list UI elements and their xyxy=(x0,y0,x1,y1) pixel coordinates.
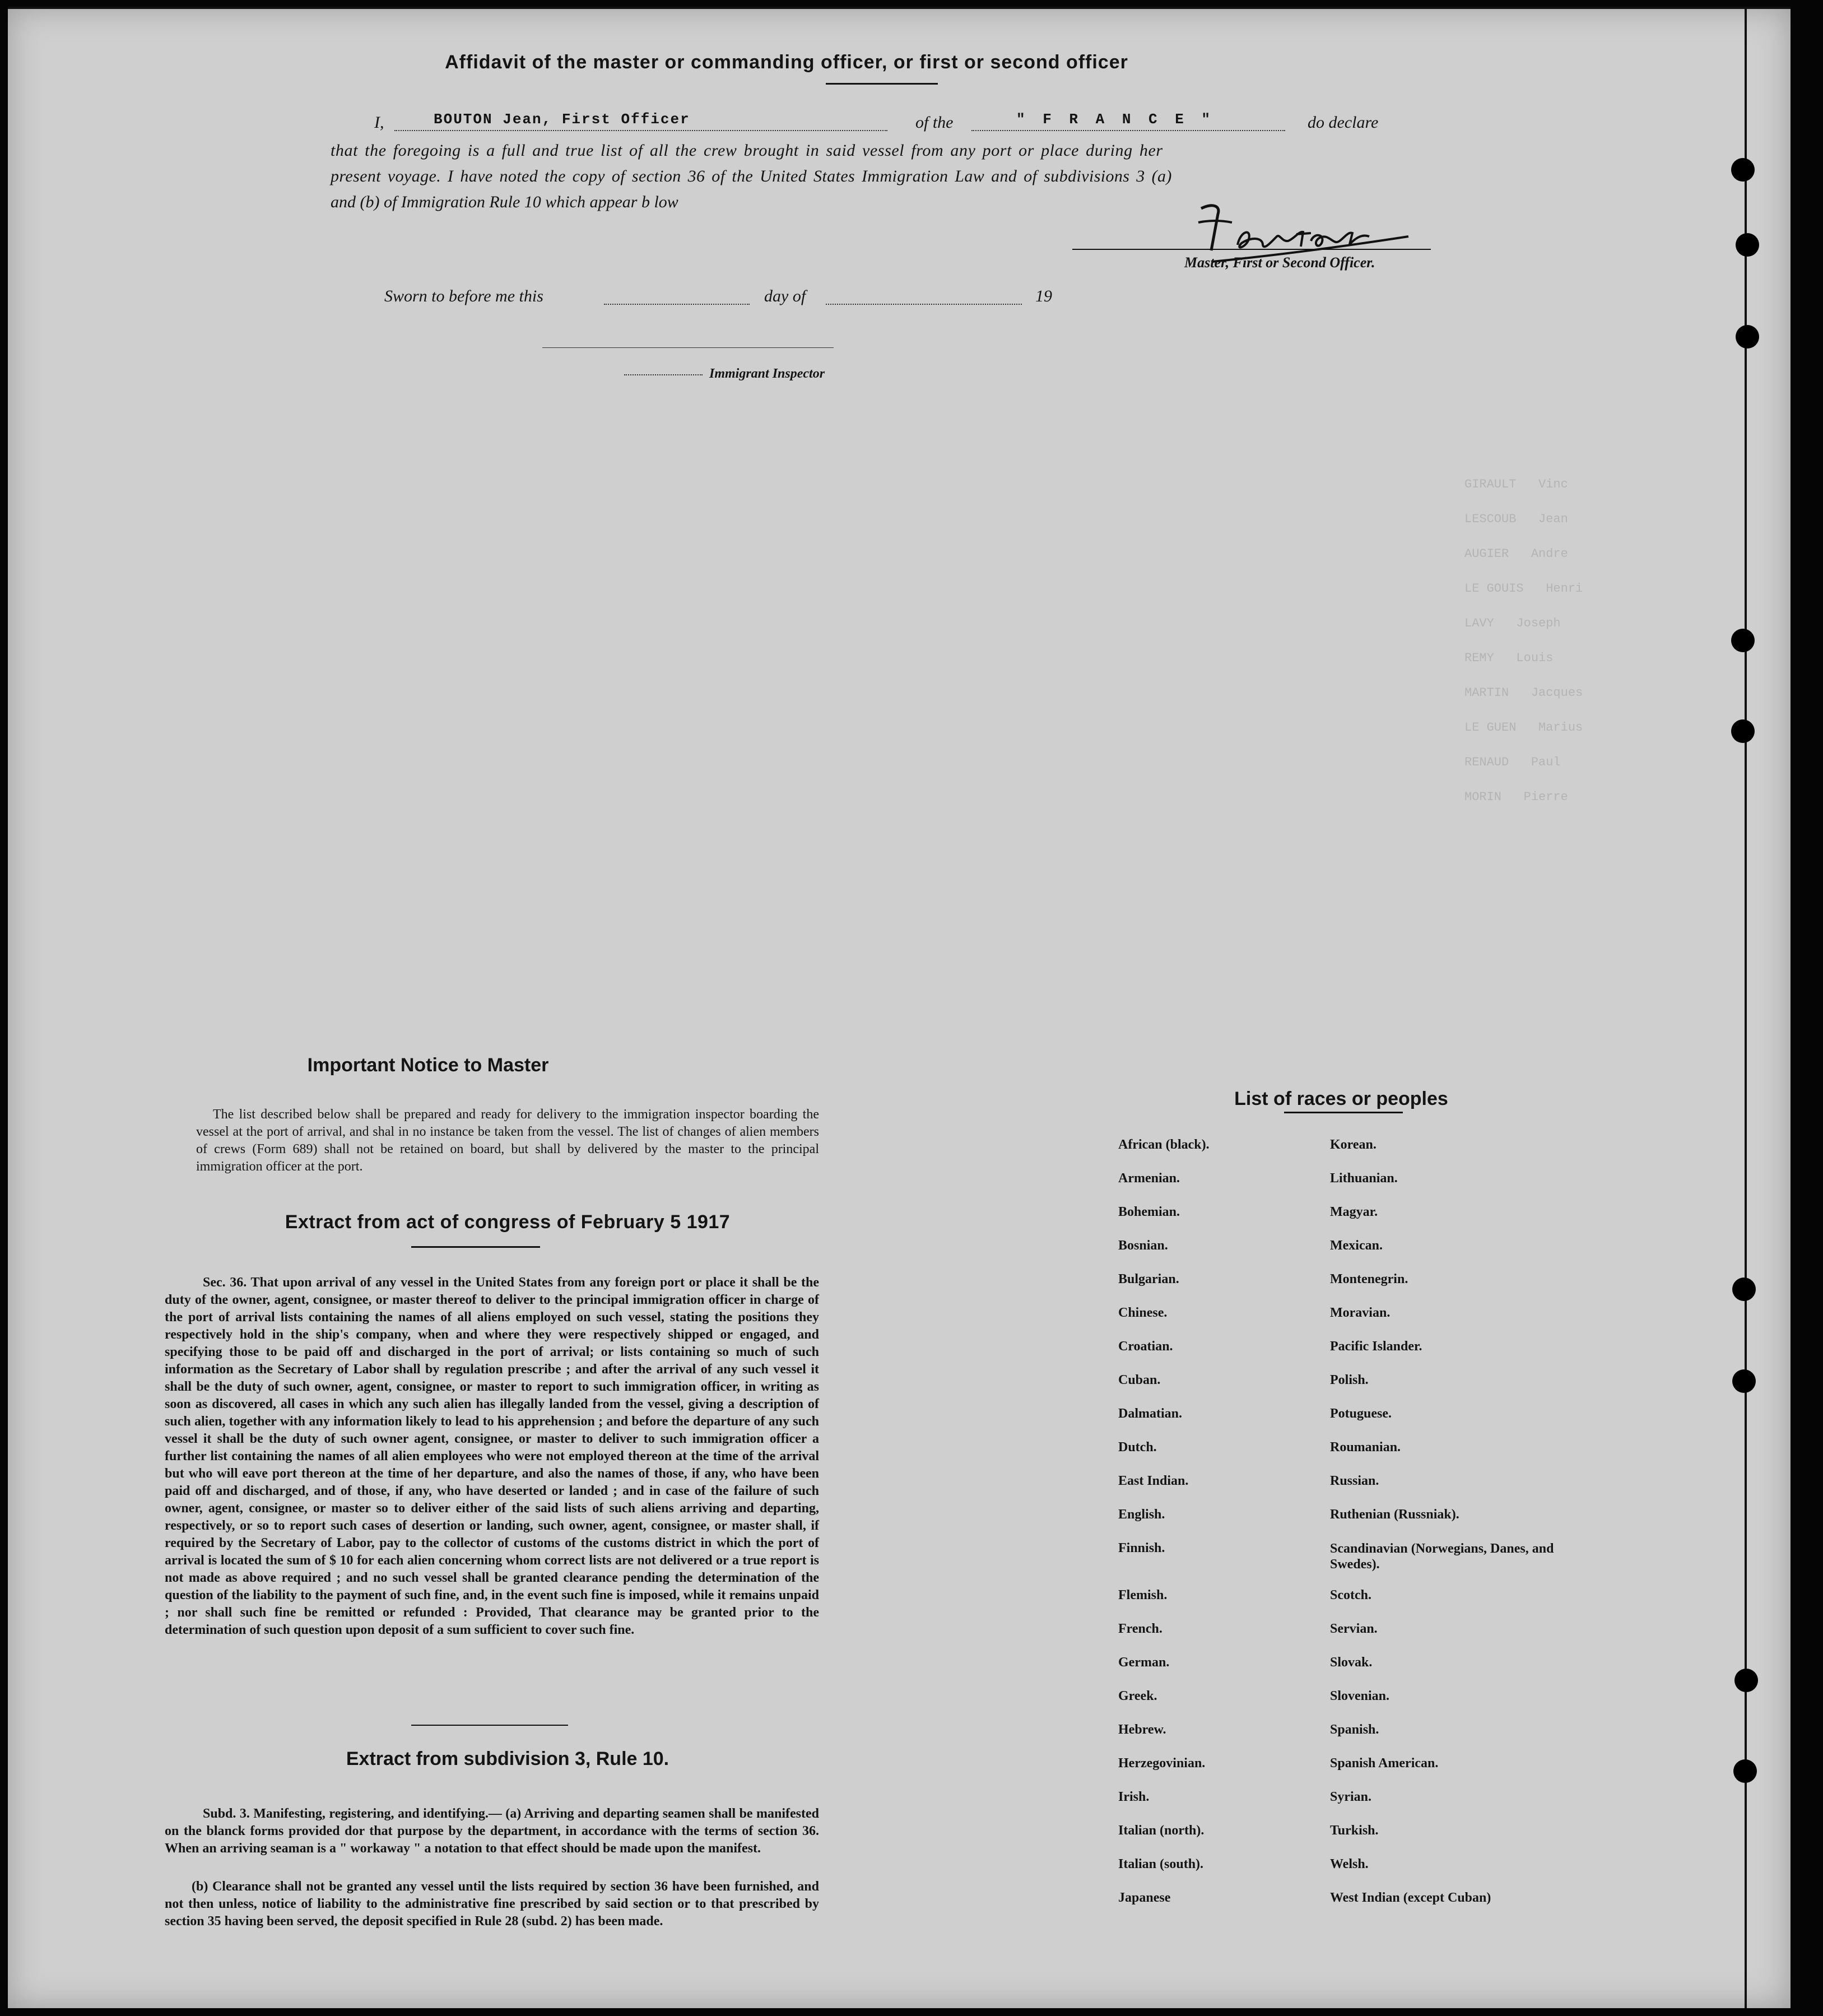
sworn-day-line xyxy=(604,304,750,305)
race-item: Montenegrin. xyxy=(1330,1272,1408,1286)
page-border-right xyxy=(1745,7,1747,2008)
race-item: Syrian. xyxy=(1330,1790,1372,1804)
race-item: Chinese. xyxy=(1118,1306,1168,1320)
races-right-list xyxy=(1330,1137,1565,1924)
race-item: Croatian. xyxy=(1118,1339,1173,1354)
inspector-line-2 xyxy=(624,374,703,375)
race-item: Armenian. xyxy=(1118,1171,1180,1186)
affidavit-body-line1: that the foregoing is a full and true list of all the crew brought in said vessel from any port or place during her xyxy=(331,141,1163,160)
punch-hole xyxy=(1731,158,1755,182)
of-the-label: of the xyxy=(915,113,954,132)
race-item: Magyar. xyxy=(1330,1205,1378,1219)
affidavit-title-rule xyxy=(826,83,938,85)
extract-rule-para-b: (b) Clearance shall not be granted any vessel until the lists required by section 36 have been furnished, and not then unless, notice of liability to the administrative fine prescribed by said section or to that prescribed by section 35 having been served, the deposit specified in Rule 28 (subd. 2) has been made. xyxy=(165,1879,819,1929)
race-item: French. xyxy=(1118,1622,1162,1636)
race-item: West Indian (except Cuban) xyxy=(1330,1890,1491,1905)
races-title: List of races or peoples xyxy=(1234,1088,1448,1109)
race-item: Potuguese. xyxy=(1330,1406,1392,1421)
race-item: Italian (north). xyxy=(1118,1823,1205,1838)
race-item: Welsh. xyxy=(1330,1857,1369,1871)
punch-hole xyxy=(1734,1669,1758,1692)
race-item: Slovenian. xyxy=(1330,1689,1390,1703)
race-item: Spanish. xyxy=(1330,1722,1379,1737)
race-item: Dalmatian. xyxy=(1118,1406,1182,1421)
notice-text: The list described below shall be prepared and ready for delivery to the immigration inspector boarding the vessel at the port of arrival, and shal in no instance be taken from the vessel. The list of changes of alien members of crews (Form 689) shall not be retained on board, but shall by delivered by the master to the principal immigration officer at the port. xyxy=(196,1107,819,1174)
extract-act-rule xyxy=(411,1246,540,1248)
document-page xyxy=(8,7,1791,2008)
races-title-underline xyxy=(1284,1112,1403,1113)
page-border-top xyxy=(8,7,1791,9)
declarant-line xyxy=(394,130,887,131)
race-item: Korean. xyxy=(1330,1137,1376,1152)
race-item: Ruthenian (Russniak). xyxy=(1330,1507,1459,1522)
extract-act-title: Extract from act of congress of February 5 1917 xyxy=(285,1211,731,1233)
race-item: Moravian. xyxy=(1330,1306,1390,1320)
affidavit-body-line2: present voyage. I have noted the copy of section 36 of the United States Immigration Law and of subdivisions 3 (a) xyxy=(331,167,1172,185)
race-item: Japanese xyxy=(1118,1890,1171,1905)
race-item: Irish. xyxy=(1118,1790,1150,1804)
vessel-field[interactable]: " F R A N C E " xyxy=(1016,111,1215,128)
race-item: Herzegovinian. xyxy=(1118,1756,1206,1771)
bleed-through-texture: GIRAULT Vinc LESCOUB Jean AUGIER Andre LE GOUIS Henri LAVY Joseph REMY Louis MARTIN Jacques LE GUEN Marius RENAUD Paul MORIN Pierre xyxy=(1464,477,1583,804)
race-item: Roumanian. xyxy=(1330,1440,1401,1455)
do-declare-label: do declare xyxy=(1308,113,1379,132)
race-item: Spanish American. xyxy=(1330,1756,1439,1771)
inspector-line-1 xyxy=(542,347,834,348)
extract-act-text: Sec. 36. That upon arrival of any vessel in the United States from any foreign port or place it shall be the duty of the owner, agent, consignee, or master thereof to deliver to the principal immigration officer in charge of the port of arrival lists containing the names of all aliens employed on such vessel, stating the positions they respectively hold in the ship's company, when and where they were respectively shipped or engaged, and specifying those to be paid off and discharged in the port of arrival; or lists containing so much of such information as the Secretary of Labor shall by regulation prescribe ; and after the arrival of any such vessel it shall be the duty of such owner, agent, consignee, or master to report to such immigration officer, in writing as soon as discovered, all cases in which any such alien has illegally landed from the vessel, giving a description of such alien, together with any information likely to lead to his apprehension ; and before the departure of any such vessel it shall be the duty of such owner agent, consignee, or master to deliver to such immigration officer a further list containing the names of all alien employees who were not employed thereon at the time of the arrival but who will eave port thereon at the time of her departure, and also the names of those, if any, who have been paid off and discharged, and of those, if any, who have deserted or landed ; and in case of the failure of such owner, agent, consignee, or master so to deliver either of the said lists of such aliens arriving and departing, respectively, or so to report such cases of desertion or landing, such owner, agent, consignee, or master shall, if required by the Secretary of Labor, pay to the collector of customs of the customs district in which the port of arrival is located the sum of $ 10 for each alien concerning whom correct lists are not delivered or a true report is not made as above required ; and no such vessel shall be granted clearance pending the determination of the question of the liability to the payment of such fine, and, in the event such fine is imposed, while it remains unpaid ; nor shall such fine be remitted or refunded : Provided, That clearance may be granted prior to the determination of such question upon deposit of a sum sufficient to cover such fine. xyxy=(165,1275,819,1637)
race-item: Mexican. xyxy=(1330,1238,1383,1253)
race-item: African (black). xyxy=(1118,1137,1210,1152)
race-item: German. xyxy=(1118,1655,1170,1670)
race-item: Scotch. xyxy=(1330,1588,1371,1602)
vessel-line xyxy=(971,130,1285,131)
race-item: Bohemian. xyxy=(1118,1205,1180,1219)
declarant-field[interactable]: BOUTON Jean, First Officer xyxy=(434,111,690,128)
races-left-list xyxy=(1118,1137,1303,1924)
race-item: Servian. xyxy=(1330,1622,1378,1636)
race-item: Bulgarian. xyxy=(1118,1272,1179,1286)
affidavit-body-line3: and (b) of Immigration Rule 10 which appear b low xyxy=(331,193,678,211)
punch-hole xyxy=(1736,233,1759,257)
sworn-year: 19 xyxy=(1035,287,1052,305)
notice-title: Important Notice to Master xyxy=(307,1055,549,1076)
extract-rule-title: Extract from subdivision 3, Rule 10. xyxy=(346,1748,669,1769)
race-item: Russian. xyxy=(1330,1474,1379,1488)
inspector-caption: Immigrant Inspector xyxy=(709,366,825,381)
signature-caption: Master, First or Second Officer. xyxy=(1184,254,1375,271)
race-item: Lithuanian. xyxy=(1330,1171,1398,1186)
race-item: Pacific Islander. xyxy=(1330,1339,1422,1354)
race-item: Slovak. xyxy=(1330,1655,1373,1670)
punch-hole xyxy=(1732,1369,1756,1393)
sworn-month-line xyxy=(826,304,1022,305)
race-item: Bosnian. xyxy=(1118,1238,1168,1253)
race-item: Greek. xyxy=(1118,1689,1157,1703)
race-item: Italian (south). xyxy=(1118,1857,1204,1871)
sworn-prefix: Sworn to before me this xyxy=(384,287,543,305)
race-item: Hebrew. xyxy=(1118,1722,1166,1737)
signature-line xyxy=(1072,249,1431,250)
punch-hole xyxy=(1733,1759,1757,1783)
extract-rule-para-a: Subd. 3. Manifesting, registering, and identifying.— (a) Arriving and departing seamen shall be manifested on the blanck forms provided dor that purpose by the department, in accordance with the terms of section 36. When an arriving seaman is a " workaway " a notation to that effect should be made upon the manifest. xyxy=(165,1806,819,1856)
extract-act-end-rule xyxy=(411,1725,568,1726)
punch-hole xyxy=(1736,325,1759,349)
race-item: Finnish. xyxy=(1118,1541,1165,1555)
race-item: Flemish. xyxy=(1118,1588,1168,1602)
affidavit-line1-prefix: I, xyxy=(374,113,384,132)
race-item: Polish. xyxy=(1330,1373,1369,1387)
race-item: Cuban. xyxy=(1118,1373,1161,1387)
affidavit-title: Affidavit of the master or commanding officer, or first or second officer xyxy=(445,52,1128,73)
race-item: English. xyxy=(1118,1507,1165,1522)
sworn-day-label: day of xyxy=(764,287,806,305)
race-item: Dutch. xyxy=(1118,1440,1157,1455)
race-item: East Indian. xyxy=(1118,1474,1189,1488)
race-item: Turkish. xyxy=(1330,1823,1379,1838)
race-item: Scandinavian (Norwegians, Danes, and Swedes). xyxy=(1330,1541,1554,1572)
